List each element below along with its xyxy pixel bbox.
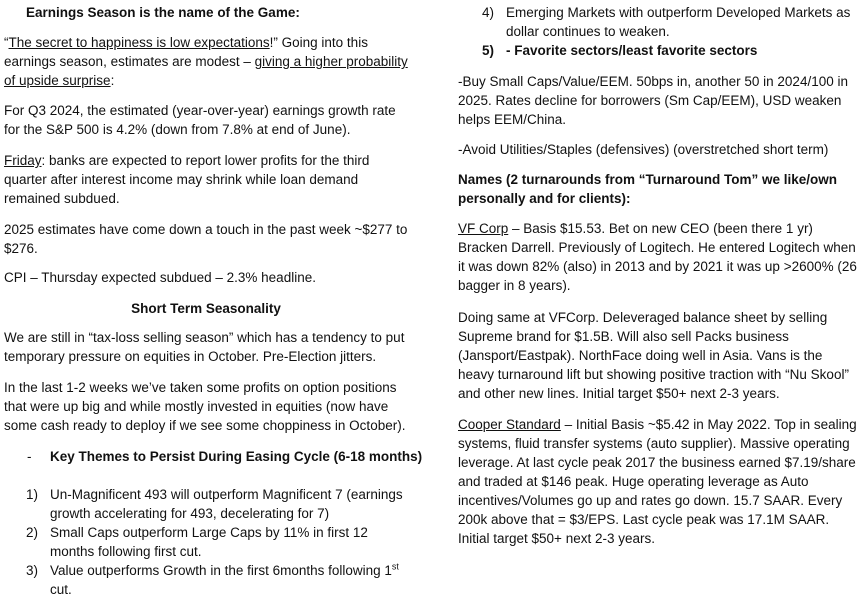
upside-emphasis: giving a higher probability of upside surprise — [4, 54, 408, 88]
list-text-a: Value outperforms Growth in the first 6months following 1 — [50, 563, 392, 578]
vf-paragraph — [458, 219, 860, 295]
list-text: Small Caps outperform Large Caps by 11% in first 12 months following first cut. — [50, 525, 368, 559]
list-number: 4) — [482, 5, 495, 20]
vf-label: VF Corp — [458, 221, 509, 236]
list-text: Un-Magnificent 493 will outperform Magnificent 7 (earnings growth accelerating for 493, decelerating for 7) — [50, 487, 403, 521]
avoid-paragraph: -Avoid Utilities/Staples (defensives) (overstretched short term) — [458, 142, 829, 157]
list-item — [26, 523, 408, 561]
list-number: 2) — [26, 525, 39, 540]
list-number: 3) — [26, 563, 39, 578]
cooper-text: – Initial Basis ~$5.42 in May 2022. Top in sealing systems, fluid transfer systems (auto supplier). Massive operating leverage. At last cycle peak 2017 the business earned $7.19/share and traded at $146 peak. Huge operating leverage as Auto incentives/Volumes go up and rates go down. 15.7 SAAR. Every 200k above that = $3/EPS. Last cycle peak was 17.1M SAAR. Initial target $50+ next 2-3 years. — [458, 417, 857, 546]
themes-heading: Key Themes to Persist During Easing Cycle (6-18 months) — [50, 449, 423, 464]
list-text-b: cut. — [50, 582, 72, 597]
estimates-paragraph: 2025 estimates have come down a touch in the past week ~$277 to $276. — [4, 222, 408, 256]
cpi-paragraph: CPI – Thursday expected subdued – 2.3% headline. — [4, 270, 316, 285]
buy-paragraph: -Buy Small Caps/Value/EEM. 50bps in, another 50 in 2024/100 in 2025. Rates decline for borrowers (Sm Cap/EEM), USD weaken helps EEM/China. — [458, 74, 848, 127]
intro-end: : — [110, 73, 115, 88]
list-text: Emerging Markets with outperform Developed Markets as dollar continues to weaken. — [506, 5, 851, 39]
q3-paragraph: For Q3 2024, the estimated (year-over-year) earnings growth rate for the S&P 500 is 4.2% (down from 7.8% at end of June). — [4, 103, 396, 137]
cooper-label: Cooper Standard — [458, 417, 561, 432]
list-item — [26, 561, 408, 599]
profits-paragraph: In the last 1-2 weeks we’ve taken some profits on option positions that were up big and while mostly invested in equities (now have some cash ready to deploy if we see some choppiness in October). — [4, 380, 406, 433]
list-number: 1) — [26, 487, 39, 502]
cooper-paragraph — [458, 415, 860, 548]
themes-list — [26, 485, 408, 599]
list-item — [482, 41, 860, 60]
vf-detail-paragraph: Doing same at VFCorp. Deleveraged balance sheet by selling Supreme brand for $1.5B. Will also sell Packs business (Jansport/Eastpak). NorthFace doing well in Asia. Vans is the heavy turnaround lift but showing positive traction with “Nu Skool” and other new lines. Initial target $50+ next 2-3 years. — [458, 310, 849, 401]
quote-text: The secret to happiness is low expectations — [8, 35, 270, 50]
seasonality-paragraph: We are still in “tax-loss selling season” which has a tendency to put temporary pressure on equities in October. Pre-Election jitters. — [4, 330, 405, 364]
list-item — [482, 3, 860, 41]
names-heading: Names (2 turnarounds from “Turnaround Tom” we like/own personally and for clients): — [458, 172, 838, 206]
list-text: - Favorite sectors/least favorite sectors — [506, 43, 758, 58]
seasonality-heading: Short Term Seasonality — [131, 301, 281, 316]
intro-paragraph: “The secret to happiness is low expectations!” Going into this earnings season, estimates are modest – giving a higher probability of upside surprise: — [4, 35, 408, 88]
friday-paragraph — [4, 151, 408, 208]
earnings-heading: Earnings Season is the name of the Game: — [26, 5, 300, 20]
list-item — [26, 485, 408, 523]
friday-text: : banks are expected to report lower profits for the third quarter after interest income may shrink while loan demand remained subdued. — [4, 153, 370, 206]
ordinal-suffix: st — [391, 561, 399, 572]
intro-mid: Going into this earnings season, estimates are modest – — [4, 35, 368, 69]
friday-label: Friday — [4, 153, 42, 168]
vf-text: – Basis $15.53. Bet on new CEO (been there 1 yr) Bracken Darrell. Previously of Logitech. He entered Logitech when it was down 82% (also) in 2013 and by 2021 it was up >2600% (26 bagger in 8 years). — [458, 221, 857, 293]
list-text — [50, 561, 408, 599]
themes-marker: - — [27, 449, 32, 464]
list-number: 5) — [482, 43, 495, 58]
